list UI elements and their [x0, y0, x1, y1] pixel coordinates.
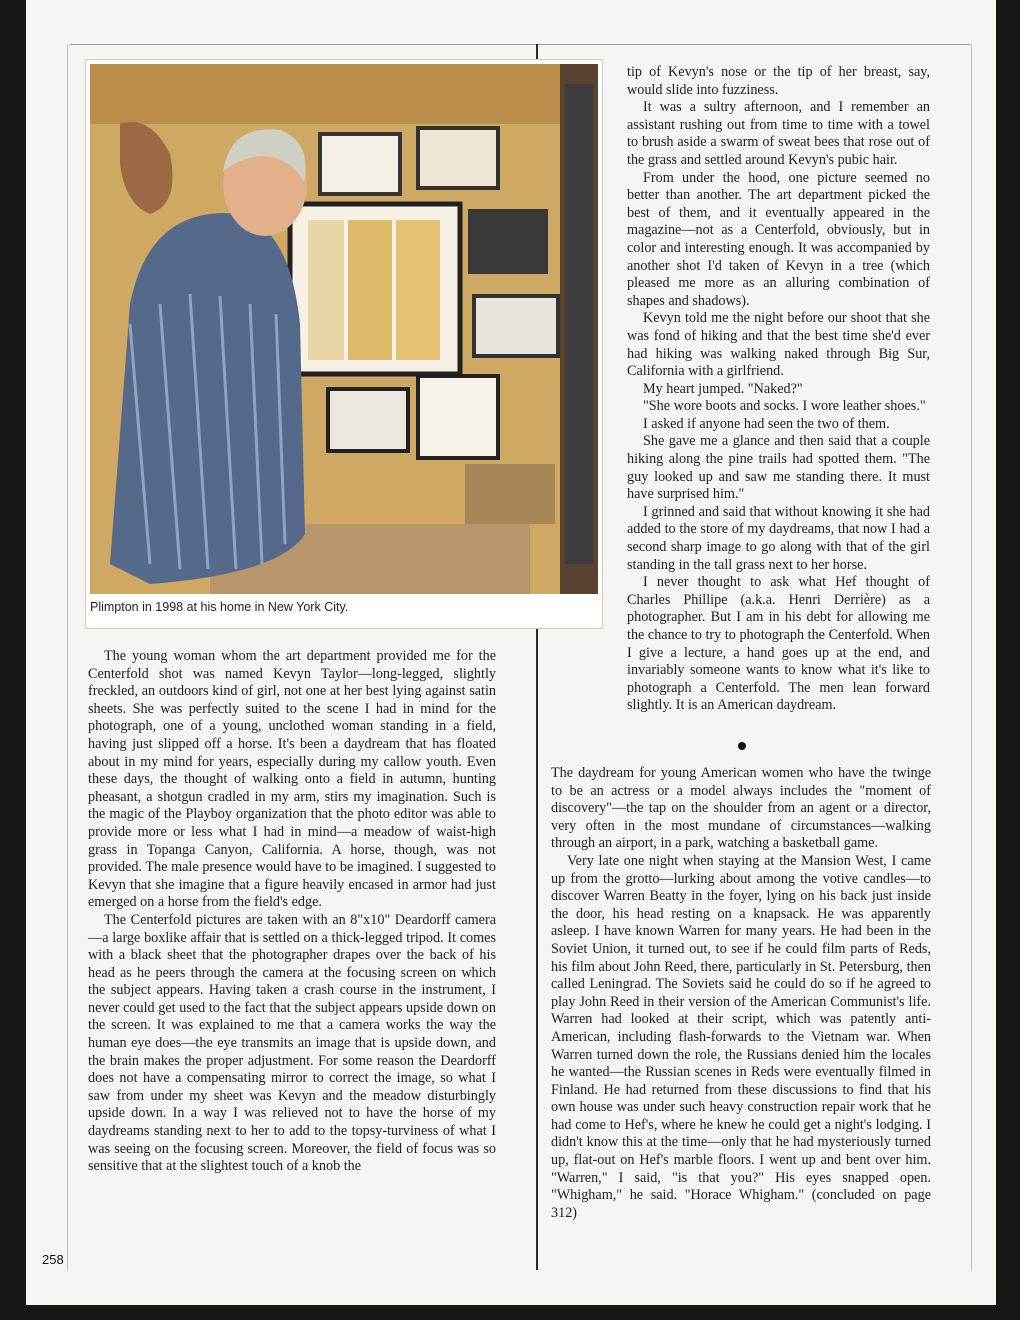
- paragraph: Very late one night when staying at the Mansion West, I came up from the grotto—lurking about among the votive candles—to discover Warren Beatty in the foyer, lying on his back just inside the door, his head resting on a knapsack. He was apparently asleep. I have known Warren for many years. He had been in the Soviet Union, it turned out, to see if he could film parts of Reds, his film about John Reed, there, particularly in St. Petersburg, then called Leningrad. The Soviets said he could do so if he agreed to play John Reed in their version of the American Communist's life. Warren had looked at their script, which was patently anti-American, including flash-forwards to the Vietnam war. When Warren turned down the role, the Russians denied him the locales he wanted—the Russian scenes in Reds were eventually filmed in Finland. He had returned from these discussions to find that his own house was under such heavy construction repair work that he had come to Hef's, where he knew he could get a night's lodging. I didn't know this at the time—only that he had mysteriously turned up, flat-out on Hef's marble floors. I went up and bent over him. "Warren," I said, "is that you?" His eyes snapped open. "Whigham," he said. "Horace Whigham." (concluded on page 312): [551, 852, 931, 1221]
- photo-illustration: [90, 64, 598, 594]
- right-column-bottom-text: [551, 765, 931, 1222]
- paragraph: Kevyn told me the night before our shoot that she was fond of hiking and that the best time she'd ever had hiking was walking naked through Big Sur, California with a girlfriend.: [627, 310, 930, 380]
- page-number: 258: [42, 1252, 64, 1267]
- paragraph: She gave me a glance and then said that a couple hiking along the pine trails had spotted them. "The guy looked up and saw me standing there. It must have surprised him.": [627, 433, 930, 503]
- paragraph: My heart jumped. "Naked?": [643, 380, 803, 397]
- section-break-bullet: [738, 742, 746, 750]
- paragraph: I never thought to ask what Hef thought of Charles Phillipe (a.k.a. Henri Derrière) as a photographer. But I am in his debt for allowing me the chance to try to photograph the Centerfold. When I give a lecture, a hand goes up at the end, and invariably someone wants to know what it's like to photograph a Centerfold. The men lean forward slightly. It is an American daydream.: [627, 574, 930, 714]
- paragraph: The daydream for young American women who have the twinge to be an actress or a model always includes the "moment of discovery"—the tap on the shoulder from an agent or a director, very often in the most mundane of circumstances—walking through an airport, in a park, watching a basketball game.: [551, 765, 931, 852]
- paragraph: The young woman whom the art department provided me for the Centerfold shot was named Kevyn Taylor—long-legged, slightly freckled, an outdoors kind of girl, not one at her best lying against satin sheets. She was perfectly suited to the scene I had in mind for the photograph, one of a young, unclothed woman standing in a field, having just slipped off a horse. It's been a daydream that has floated about in my mind for years, especially during my callow youth. Even these days, the thought of walking onto a field in autumn, hunting pheasant, a shotgun cradled in my arm, stirs my imagination. Such is the magic of the Playboy organization that the photo editor was able to provide more or less what I had in mind—a meadow of waist-high grass in Topanga Canyon, California. A horse, though, was not provided. The male presence would have to be imagined. I suggested to Kevyn that she imagine that a figure heavily encased in armor had just emerged on a horse from the field's edge.: [88, 648, 496, 911]
- paragraph: "She wore boots and socks. I wore leather shoes.": [643, 398, 926, 415]
- left-column-text: [88, 648, 496, 1176]
- portrait-photo: [90, 64, 598, 594]
- paragraph: The Centerfold pictures are taken with an 8"x10" Deardorff camera—a large boxlike affair that is settled on a thick-legged tripod. It comes with a black sheet that the photographer drapes over the back of his head as he peers through the camera at the focusing screen on which the subject appears. Having taken a crash course in the instrument, I never could get used to the fact that the subject appears upside down on the screen. It was explained to me that a camera works the way the human eye does—the eye transmits an image that is upside down, and the brain makes the proper adjustment. For some reason the Deardorff does not have a compensating mirror to correct the image, so what I saw from under my sheet was Kevyn and the meadow disturbingly upside down. In a way I was relieved not to have the horse of my daydreams standing next to her to add to the topsy-turviness of what I was seeing on the focusing screen. Moreover, the field of focus was so sensitive that at the slightest touch of a knob the: [88, 911, 496, 1175]
- paragraph: tip of Kevyn's nose or the tip of her breast, say, would slide into fuzziness.: [627, 64, 930, 98]
- photo-frame: [85, 59, 603, 629]
- right-margin-rule: [971, 44, 972, 1270]
- top-rule: [70, 44, 970, 45]
- right-column-top-text: [627, 64, 930, 715]
- magazine-page: [26, 0, 996, 1305]
- paragraph: From under the hood, one picture seemed no better than another. The art department picked the best of them, and it eventually appeared in the magazine—not as a Centerfold, obviously, but in color and interesting enough. It was accompanied by another shot I'd taken of Kevyn in a tree (which pleased me more as an alluring combination of shapes and shadows).: [627, 169, 930, 309]
- paragraph: I asked if anyone had seen the two of them.: [643, 415, 890, 432]
- paragraph: It was a sultry afternoon, and I remember an assistant rushing out from time to time with a towel to brush aside a swarm of sweat bees that rose out of the grass and settled around Kevyn's pubic hair.: [627, 99, 930, 168]
- paragraph: I grinned and said that without knowing it she had added to the store of my daydreams, that now I had a second sharp image to go along with that of the girl standing in the tall grass next to her horse.: [627, 503, 930, 573]
- left-margin-rule: [67, 44, 68, 1270]
- photo-caption: Plimpton in 1998 at his home in New York City.: [90, 600, 349, 614]
